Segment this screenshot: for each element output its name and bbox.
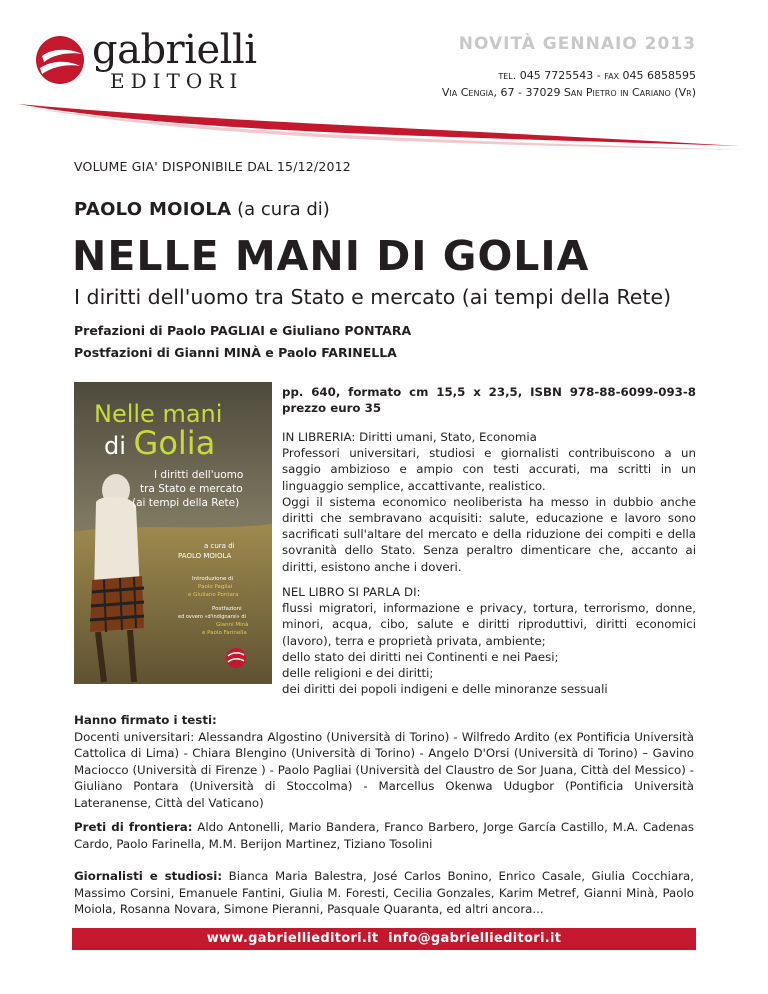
priests-heading: Preti di frontiera: (74, 820, 193, 834)
cover-intro-1: Introduzione di (192, 576, 234, 582)
author-line (74, 199, 330, 220)
book-cover-image (74, 382, 272, 684)
contributors-journalists (74, 868, 694, 918)
red-swoosh-decoration (0, 90, 768, 160)
cover-intro-3: e Giuliano Pontara (188, 592, 239, 598)
contributors-heading: Hanno firmato i testi: (74, 713, 217, 727)
gabrielli-logo-icon (34, 30, 90, 90)
phone-line: tel. 045 7725543 - fax 045 6858595 (498, 69, 696, 82)
postface-line: Postfazioni di Gianni MINÀ e Paolo FARINELLA (74, 345, 397, 360)
cover-title-golia: Golia (133, 424, 216, 462)
bookstore-heading: IN LIBRERIA: Diritti umani, Stato, Economia (282, 430, 537, 444)
book-subtitle: I diritti dell'uomo tra Stato e mercato (ai tempi della Rete) (74, 285, 672, 309)
journalists-list: Bianca Maria Balestra, José Carlos Bonino, Enrico Casale, Giulia Cocchiara, Massimo Corsini, Emanuele Fantini, Giulia M. Foresti, Cecilia Gonzales, Karim Metref, Gianni Minà, Paolo Moiola, Rosanna Novara, Simone Pieranni, Pasquale Quaranta, ed altri ancora... (74, 869, 694, 916)
book-topics-line: flussi migratori, informazione e privacy, tortura, terrorismo, donne, minori, acqua, cibo, salute e diritti riproduttivi, diritti economici (lavoro), terra e proprietà privata, ambiente; (282, 601, 696, 648)
academics-list: Docenti universitari: Alessandra Algostino (Università di Torino) - Wilfredo Ardito (ex Pontificia Università Cattolica di Lima) - Chiara Blengino (Università di Torino) - Angelo D'Orsi (Università di Torino) – Gavino Maciocco (Università di Firenze ) - Paolo Pagliai (Università del Claustro de Sor Juana, Città del Messico) - Giuliano Pontara (Università di Stoccolma) - Marcellus Okenwa Udugbor (Pontificia Università Lateranense, Città del Vaticano) (74, 729, 694, 810)
book-title: NELLE MANI DI GOLIA (72, 232, 590, 280)
cover-subtitle-3: (ai tempi della Rete) (132, 497, 240, 509)
book-topics-line: delle religioni e dei diritti; (282, 666, 434, 681)
book-specs: pp. 640, formato cm 15,5 x 23,5, ISBN 978-88-6099-093-8 prezzo euro 35 (282, 385, 696, 415)
cover-post-1: Postfazioni (212, 606, 242, 612)
contributors-priests (74, 819, 694, 852)
email-link[interactable]: info@gabriellieditori.it (388, 931, 562, 946)
availability-note: VOLUME GIA' DISPONIBILE DAL 15/12/2012 (74, 159, 351, 174)
website-link[interactable]: www.gabriellieditori.it (206, 931, 379, 946)
bookstore-paragraph-1: Professori universitari, studiosi e giornalisti contribuiscono a un saggio ambizioso e ampio con testi accurati, ma scritti in un linguaggio semplice, accattivante, realistico. (282, 446, 696, 493)
priests-list: Aldo Antonelli, Mario Bandera, Franco Barbero, Jorge García Castillo, M.A. Cadenas Cardo, Paolo Farinella, M.M. Berijon Martinez, Tiziano Tosolini (74, 820, 695, 851)
footer-contacts (72, 928, 696, 950)
author-name: PAOLO MOIOLA (74, 199, 232, 220)
cover-subtitle-1: I diritti dell'uomo (154, 469, 244, 481)
book-topics-section (282, 584, 696, 697)
journalists-heading: Giornalisti e studiosi: (74, 869, 223, 883)
cover-intro-2: Paolo Pagliai (198, 584, 233, 590)
cover-title-di: di (104, 432, 134, 460)
address-line: Via Cengia, 67 - 37029 San Pietro in Cariano (Vr) (441, 86, 696, 99)
book-topics-line: dei diritti dei popoli indigeni e delle minoranze sessuali (282, 682, 608, 697)
book-topics-heading: NEL LIBRO SI PARLA DI: (282, 585, 421, 599)
cover-curator-label: a cura di (204, 542, 235, 550)
cover-post-4: e Paolo Farinella (202, 630, 247, 636)
cover-title-line1: Nelle mani (94, 400, 223, 428)
bookstore-paragraph-2: Oggi il sistema economico neoliberista ha messo in dubbio anche diritti che sembravano acquisiti: salute, educazione e lavoro sono sacrificati sull'altare del mercato e della riduzione dei compiti e della sovranità dello Stato. Senza peraltro dimenticare che, accanto ai diritti, esistono anche i doveri. (282, 494, 696, 574)
prefaces (74, 320, 411, 364)
release-heading: NOVITÀ GENNAIO 2013 (458, 34, 696, 54)
contributors-academics (74, 712, 694, 811)
bookstore-section (282, 429, 696, 575)
brand-name: gabrielli (92, 27, 257, 73)
cover-curator-name: PAOLO MOIOLA (178, 552, 232, 560)
cover-post-2: ed ovvero «d'indignarsi» di (178, 614, 246, 620)
book-topics-line: dello stato dei diritti nei Continenti e nei Paesi; (282, 649, 559, 664)
preface-line: Prefazioni di Paolo PAGLIAI e Giuliano PONTARA (74, 323, 412, 338)
brand-subtitle: EDITORI (110, 69, 244, 93)
cover-post-3: Gianni Minà (216, 622, 249, 628)
cover-publisher-logo-icon (226, 648, 246, 668)
cover-subtitle-2: tra Stato e mercato (140, 483, 243, 495)
author-role: (a cura di) (237, 199, 330, 220)
